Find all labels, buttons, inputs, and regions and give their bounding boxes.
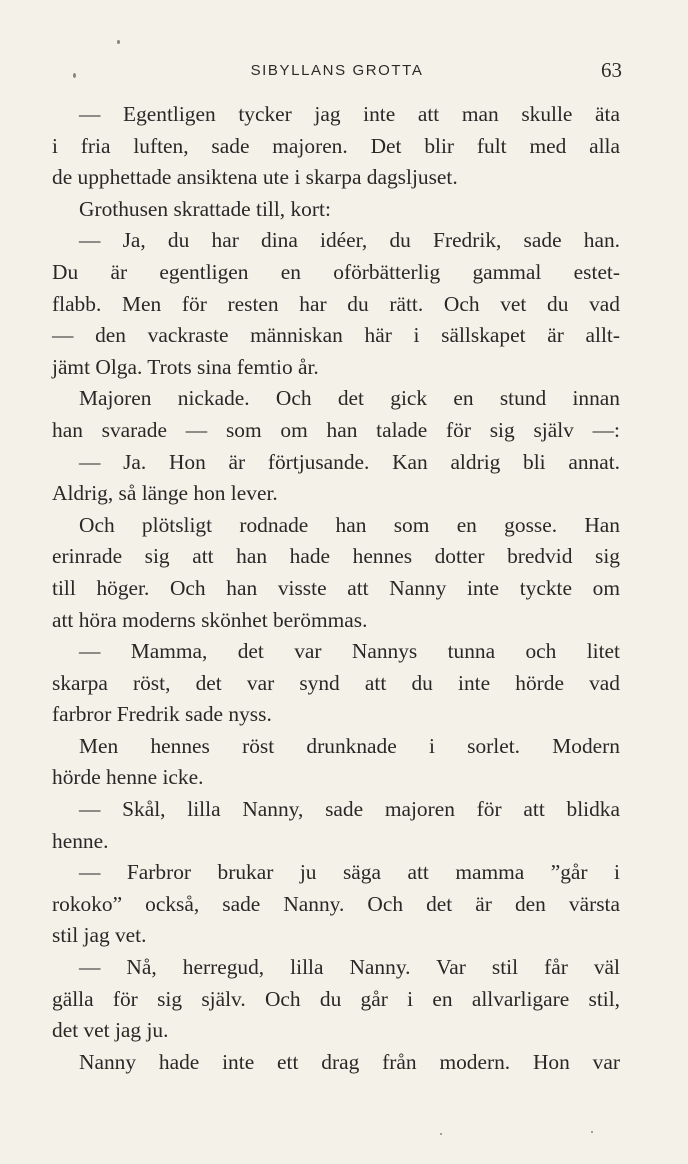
print-speck xyxy=(73,73,76,78)
text-line: erinrade sig att han hade hennes dotter bredvid sig xyxy=(52,544,620,569)
text-line: skarpa röst, det var synd att du inte hörde vad xyxy=(52,670,620,695)
text-line: — Farbror brukar ju säga att mamma ”går i xyxy=(79,860,620,885)
text-line: det vet jag ju. xyxy=(52,1018,169,1043)
print-speck xyxy=(440,1133,442,1135)
text-line: de upphettade ansiktena ute i skarpa dagsljuset. xyxy=(52,165,458,190)
text-line: i fria luften, sade majoren. Det blir fult med alla xyxy=(52,133,620,158)
text-line: att höra moderns skönhet berömmas. xyxy=(52,607,368,632)
text-line: stil jag vet. xyxy=(52,923,147,948)
text-line: Aldrig, så länge hon lever. xyxy=(52,481,278,506)
text-line: hörde henne icke. xyxy=(52,765,204,790)
text-line: Nanny hade inte ett drag från modern. Hon var xyxy=(79,1049,620,1074)
text-line: rokoko” också, sade Nanny. Och det är den värsta xyxy=(52,891,620,916)
print-speck xyxy=(591,1131,593,1133)
text-line: han svarade — som om han talade för sig själv —: xyxy=(52,417,620,442)
text-line: henne. xyxy=(52,828,109,853)
text-line: Och plötsligt rodnade han som en gosse. Han xyxy=(79,512,620,537)
text-line: — Egentligen tycker jag inte att man skulle äta xyxy=(79,102,620,126)
text-line: flabb. Men för resten har du rätt. Och vet du vad xyxy=(52,291,620,316)
text-line: Men hennes röst drunknade i sorlet. Modern xyxy=(79,733,620,758)
text-line: Du är egentligen en oförbätterlig gammal estet- xyxy=(52,259,620,284)
text-line: till höger. Och han visste att Nanny inte tyckte om xyxy=(52,575,620,600)
page-header xyxy=(52,58,622,84)
text-line: — Ja. Hon är förtjusande. Kan aldrig bli annat. xyxy=(79,449,620,474)
page-number: 63 xyxy=(601,58,622,82)
text-line: Grothusen skrattade till, kort: xyxy=(79,196,331,221)
text-line: — den vackraste människan här i sällskapet är allt- xyxy=(52,323,620,348)
print-speck xyxy=(117,40,120,44)
text-line: — Mamma, det var Nannys tunna och litet xyxy=(79,639,620,664)
text-line: — Skål, lilla Nanny, sade majoren för att blidka xyxy=(79,797,620,822)
text-line: — Ja, du har dina idéer, du Fredrik, sade han. xyxy=(79,228,620,253)
text-line: farbror Fredrik sade nyss. xyxy=(52,702,272,727)
text-line: — Nå, herregud, lilla Nanny. Var stil får väl xyxy=(79,955,620,980)
running-title: SIBYLLANS GROTTA xyxy=(250,62,424,79)
body-text xyxy=(52,99,620,1078)
text-line: jämt Olga. Trots sina femtio år. xyxy=(52,354,319,379)
text-line: gälla för sig själv. Och du går i en allvarligare stil, xyxy=(52,986,620,1011)
text-line: Majoren nickade. Och det gick en stund innan xyxy=(79,386,620,411)
